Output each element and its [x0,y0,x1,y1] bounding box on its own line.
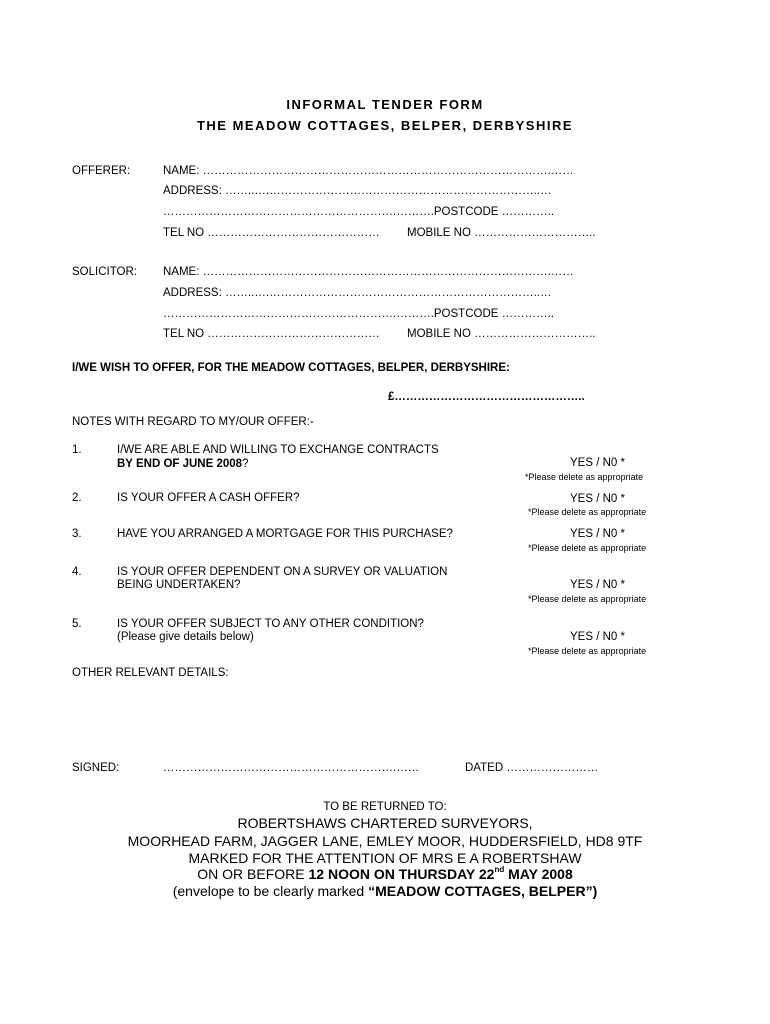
question-mark: ? [242,458,249,470]
form-title: INFORMAL TENDER FORM [286,97,484,112]
question-text: HAVE YOU ARRANGED A MORTGAGE FOR THIS PURCHASE? [117,528,453,540]
question-text-line2: (Please give details below) [117,631,254,643]
offerer-postcode-field[interactable]: …………………………………………………….……….POSTCODE ………….. [163,206,555,218]
dated-field[interactable]: DATED …………………… [465,762,599,774]
return-address: MOORHEAD FARM, JAGGER LANE, EMLEY MOOR, HUDDERSFIELD, HD8 9TF [127,833,643,849]
form-subtitle: THE MEADOW COTTAGES, BELPER, DERBYSHIRE [196,118,574,133]
solicitor-label: SOLICITOR: [72,266,137,278]
question-text: IS YOUR OFFER DEPENDENT ON A SURVEY OR VALUATION [117,566,448,578]
question-text-line2 [117,458,248,470]
return-attention: MARKED FOR THE ATTENTION OF MRS E A ROBERTSHAW [188,850,582,866]
envelope-marking: “MEADOW COTTAGES, BELPER”) [368,883,598,899]
return-heading: TO BE RETURNED TO: [323,801,447,813]
offerer-mobile-field[interactable]: MOBILE NO ………………………….. [407,227,596,239]
delete-note: *Please delete as appropriate [528,507,647,517]
offerer-label: OFFERER: [72,165,131,177]
question-text: IS YOUR OFFER SUBJECT TO ANY OTHER CONDITION? [117,618,424,630]
signature-field[interactable]: …………………………………………………….…… [163,762,420,774]
question-number: 4. [72,566,82,578]
question-deadline: BY END OF JUNE 2008 [117,458,243,470]
question-number: 1. [72,444,82,456]
other-details-label: OTHER RELEVANT DETAILS: [72,667,229,679]
question-text-line2: BEING UNDERTAKEN? [117,579,241,591]
offerer-name-field[interactable]: NAME: ……………………………………………………………………………….…… [163,165,574,177]
signed-label: SIGNED: [72,762,120,774]
yes-no-toggle[interactable]: YES / N0 * [570,528,625,540]
delete-note: *Please delete as appropriate [525,472,644,482]
notes-heading: NOTES WITH REGARD TO MY/OUR OFFER:- [72,416,314,428]
solicitor-address-field[interactable]: ADDRESS: ……..….……………………………………………………………..… [163,287,552,299]
delete-note: *Please delete as appropriate [528,646,647,656]
offerer-tel-field[interactable]: TEL NO ……………………………………… [163,227,380,239]
question-text: I/WE ARE ABLE AND WILLING TO EXCHANGE CONTRACTS [117,444,439,456]
question-number: 3. [72,528,82,540]
offerer-address-field[interactable]: ADDRESS: ……..….……………………………………………………………..… [163,185,552,197]
solicitor-name-field[interactable]: NAME: ……………………………………………………………………………….…… [163,266,574,278]
question-number: 2. [72,492,82,504]
yes-no-toggle[interactable]: YES / N0 * [570,579,625,591]
question-number: 5. [72,618,82,630]
solicitor-tel-field[interactable]: TEL NO ……………………………………… [163,328,380,340]
deadline-time: 12 NOON ON THURSDAY 22 [308,866,495,882]
yes-no-toggle[interactable]: YES / N0 * [570,631,625,643]
yes-no-toggle[interactable]: YES / N0 * [570,493,625,505]
solicitor-mobile-field[interactable]: MOBILE NO ………………………….. [407,328,596,340]
question-text: IS YOUR OFFER A CASH OFFER? [117,492,300,504]
offer-statement: I/WE WISH TO OFFER, FOR THE MEADOW COTTAGES, BELPER, DERBYSHIRE: [72,362,510,374]
other-details-field[interactable] [72,686,662,746]
return-deadline [0,866,770,882]
envelope-prefix: (envelope to be clearly marked [172,883,369,899]
yes-no-toggle[interactable]: YES / N0 * [570,457,625,469]
deadline-prefix: ON OR BEFORE [197,866,309,882]
return-company: ROBERTSHAWS CHARTERED SURVEYORS, [237,815,533,831]
solicitor-postcode-field[interactable]: …………………………………………………….……….POSTCODE ………….. [163,308,555,320]
deadline-suffix: nd [494,865,505,874]
delete-note: *Please delete as appropriate [528,543,647,553]
offer-amount-field[interactable]: £………………………………………….. [388,391,585,403]
delete-note: *Please delete as appropriate [528,594,647,604]
deadline-month: MAY 2008 [504,866,573,882]
envelope-instruction [0,883,770,899]
